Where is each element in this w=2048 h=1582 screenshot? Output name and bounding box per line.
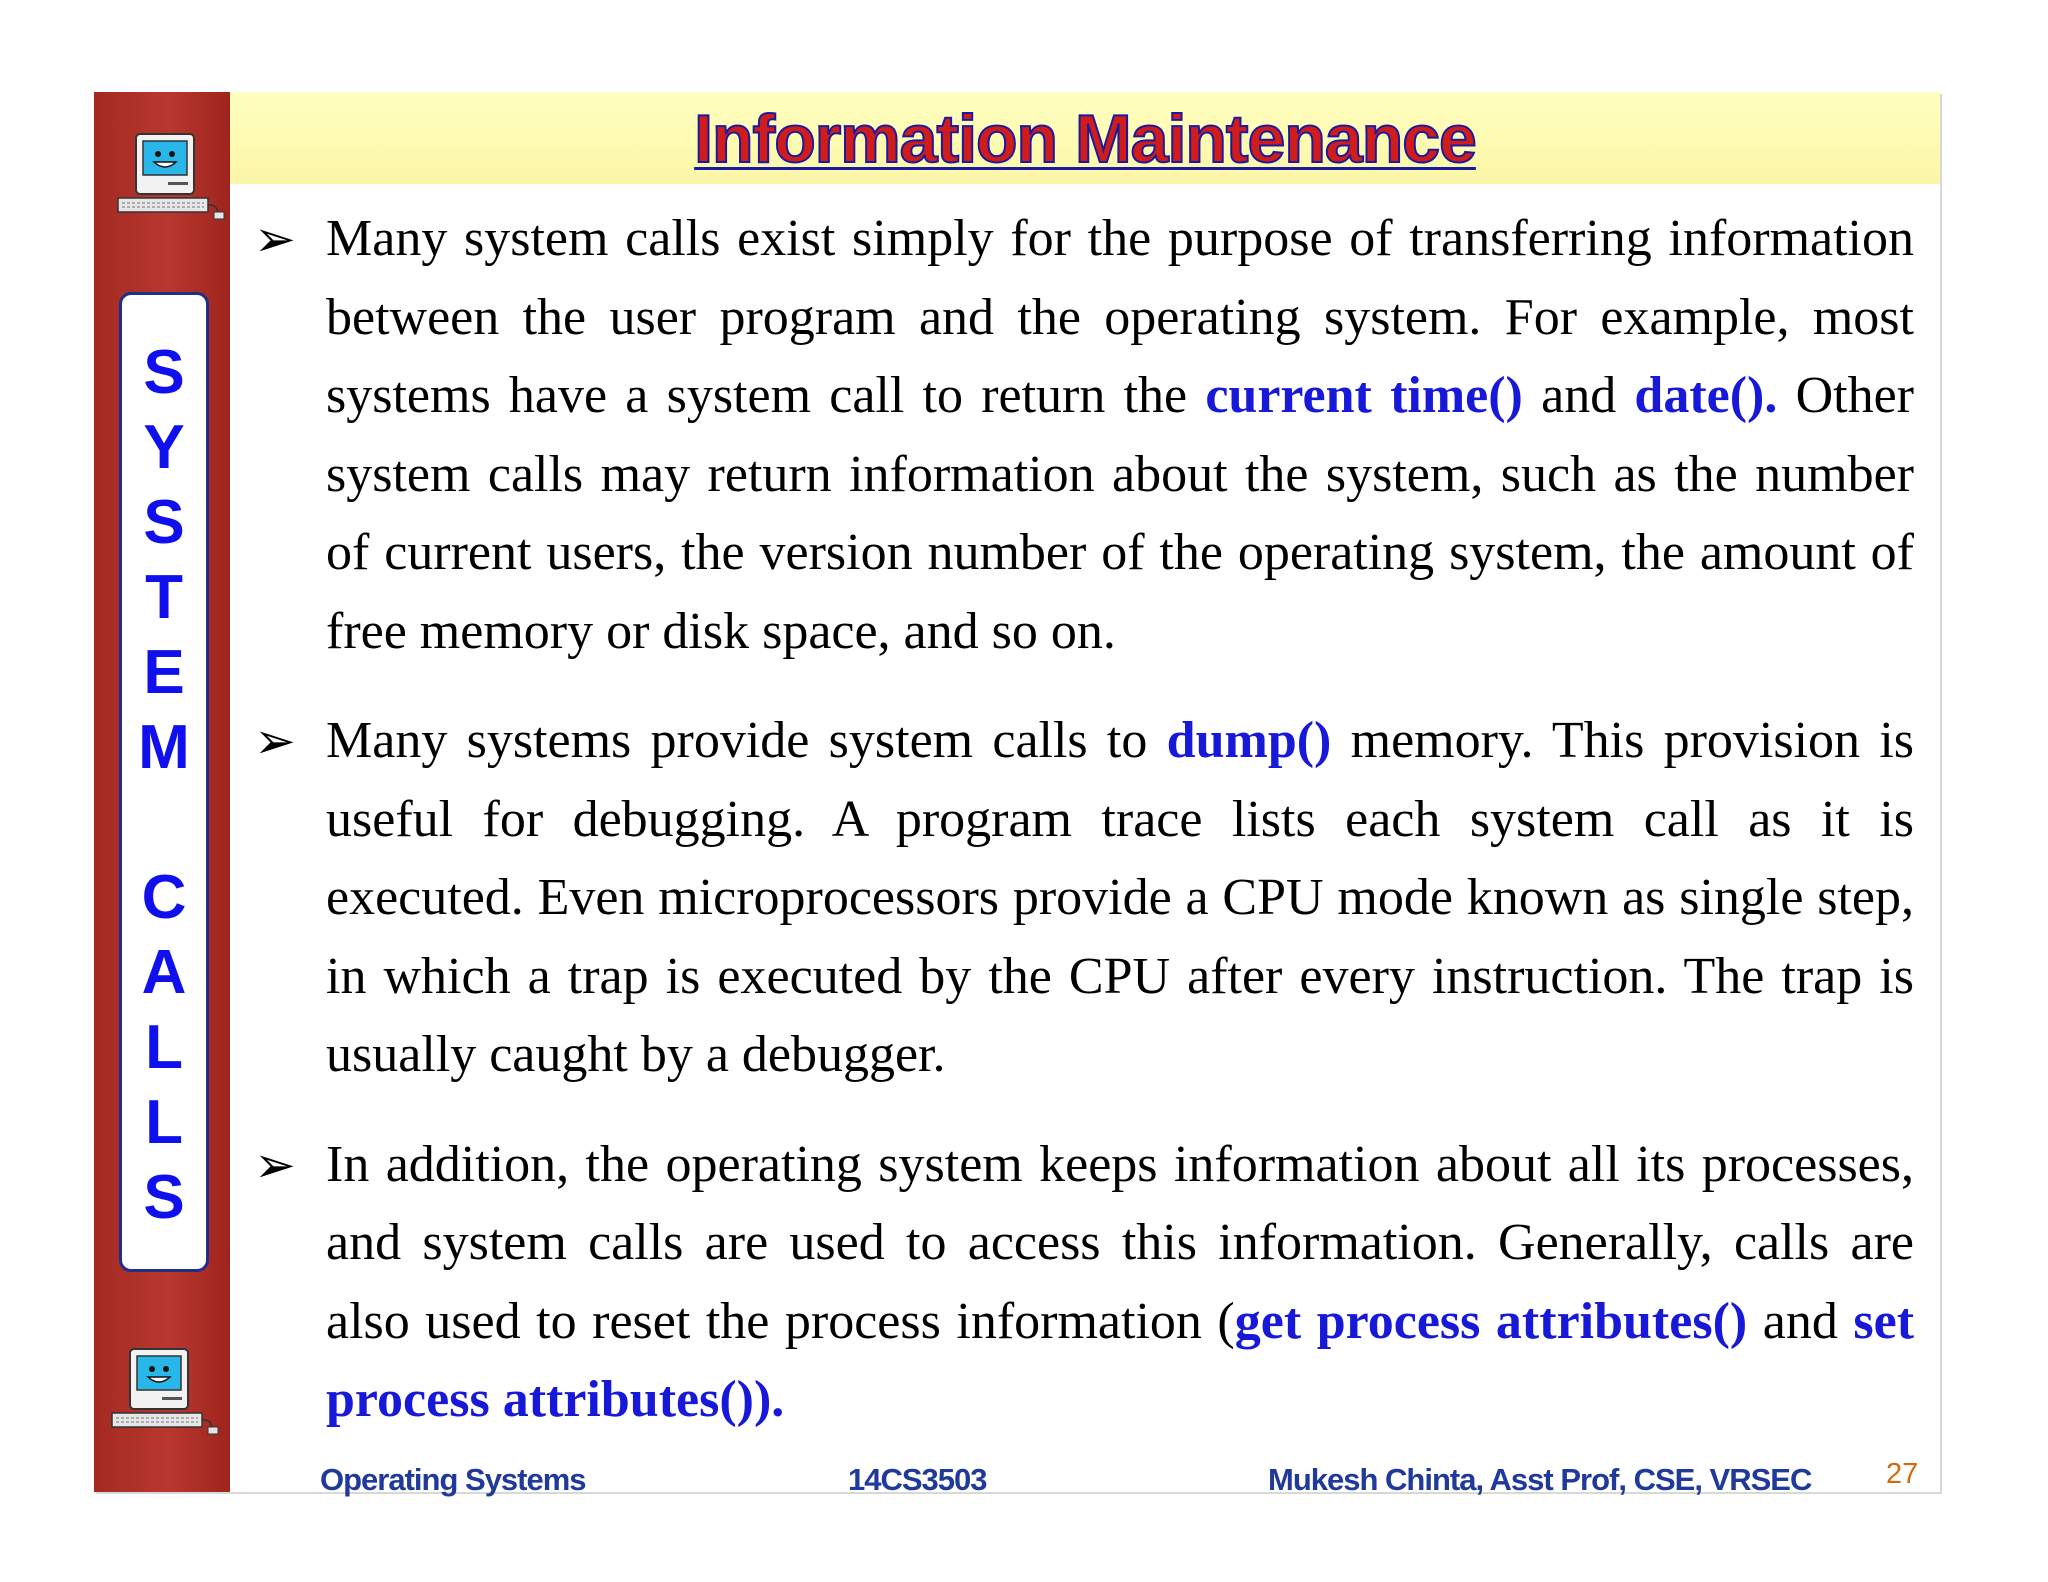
sidebar-letter: S xyxy=(143,338,185,407)
title-bar xyxy=(230,92,1940,184)
bullet-arrow-icon: ➢ xyxy=(254,210,296,268)
sidebar-letter: C xyxy=(141,863,187,932)
sidebar xyxy=(94,92,230,1492)
system-calls-vertical-text xyxy=(122,335,206,1235)
footer-course-code: 14CS3503 xyxy=(848,1462,987,1497)
highlighted-term: current time() xyxy=(1205,367,1523,424)
footer-course: Operating Systems xyxy=(320,1462,586,1497)
slide xyxy=(94,92,1940,1497)
sidebar-letter: E xyxy=(143,638,185,707)
bullet-arrow-icon: ➢ xyxy=(254,1135,296,1194)
sidebar-letter: T xyxy=(145,563,183,632)
sidebar-letter: L xyxy=(145,1013,183,1082)
footer-author: Mukesh Chinta, Asst Prof, CSE, VRSEC xyxy=(1268,1462,1812,1497)
paragraph-text: Many system calls exist simply for the purpose of transferring information between the user program and the operating system. For example, most systems have a system call to return the xyxy=(326,210,1914,424)
highlighted-term: date(). xyxy=(1634,367,1778,424)
bullet-paragraph xyxy=(254,200,1914,671)
bullet-paragraph xyxy=(254,1126,1914,1440)
footer xyxy=(94,1458,1940,1502)
sidebar-letter: S xyxy=(143,488,185,557)
highlighted-term: dump() xyxy=(1166,712,1332,769)
sidebar-letter: A xyxy=(141,938,187,1007)
sidebar-letter: L xyxy=(145,1088,183,1157)
sidebar-letter: Y xyxy=(143,413,185,482)
highlighted-term: get process attributes() xyxy=(1234,1292,1748,1350)
paragraph-text: Many systems provide system calls to xyxy=(326,712,1167,769)
system-calls-label-box xyxy=(119,292,209,1272)
slide-title: Information Maintenance xyxy=(694,101,1476,177)
computer-icon xyxy=(114,132,226,224)
bullet-paragraph xyxy=(254,702,1914,1095)
paragraph-text: In addition, the operating system keeps information about all its processes, and system calls are used to access this information. Generally, calls are also used to reset the process information ( xyxy=(326,1135,1914,1350)
sidebar-letter xyxy=(122,785,206,860)
paragraph-text: and xyxy=(1522,367,1635,424)
computer-icon xyxy=(108,1347,220,1439)
sidebar-letter: M xyxy=(138,713,190,782)
slide-content xyxy=(254,200,1914,1471)
paragraph-text: Other system calls may return information about the system, such as the number of current users, the version number of the operating system, the amount of free memory or disk space, and so on. xyxy=(326,367,1914,660)
bullet-arrow-icon: ➢ xyxy=(254,712,296,770)
paragraph-text: and xyxy=(1747,1292,1854,1350)
paragraph-text: memory. This provision is useful for debugging. A program trace lists each system call as it is executed. Even microprocessors provide a CPU mode known as single step, in which a trap is executed by the CPU after every instruction. The trap is usually caught by a debugger. xyxy=(326,712,1915,1083)
sidebar-letter: S xyxy=(143,1163,185,1232)
highlighted-term: set process attributes()). xyxy=(326,1292,1915,1428)
page-number: 27 xyxy=(1886,1458,1919,1490)
